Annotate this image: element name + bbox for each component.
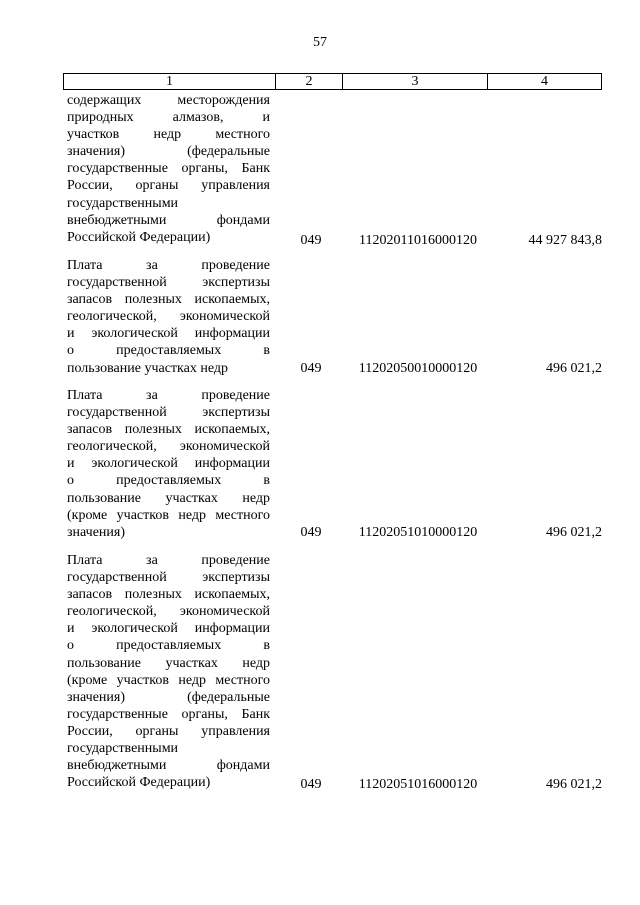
description-line: геологической, экономической [67, 309, 270, 325]
description-line: государственными [67, 741, 179, 757]
column-header-3: 3 [343, 74, 488, 90]
admin-code-cell: 049 [300, 777, 322, 792]
description-line: государственной экспертизы [67, 405, 270, 421]
row-description [67, 92, 270, 246]
description-line: государственные органы, Банк [67, 161, 270, 177]
description-line: значения) (федеральные [67, 144, 270, 160]
description-line: геологической, экономической [67, 604, 270, 620]
description-line: Плата за проведение [67, 388, 270, 403]
description-line: геологической, экономической [67, 439, 270, 455]
description-line: Плата за проведение [67, 553, 270, 568]
description-line: о предоставляемых в [67, 343, 270, 359]
description-line: государственными [67, 195, 179, 211]
description-line: запасов полезных ископаемых, [67, 422, 270, 438]
amount-cell: 44 927 843,8 [528, 233, 602, 248]
description-line: государственной экспертизы [67, 275, 270, 291]
classification-code-cell: 11202051016000120 [358, 777, 478, 792]
description-line: внебюджетными фондами [67, 758, 270, 774]
description-line: Российской Федерации) [67, 775, 211, 791]
amount-cell: 496 021,2 [546, 525, 602, 540]
description-line: о предоставляемых в [67, 638, 270, 654]
column-header-4: 4 [488, 74, 602, 90]
description-line: о предоставляемых в [67, 473, 270, 489]
description-line: России, органы управления [67, 178, 270, 194]
admin-code-cell: 049 [300, 233, 322, 248]
page-number: 57 [313, 35, 327, 50]
description-line: Плата за проведение [67, 258, 270, 273]
description-line: России, органы управления [67, 723, 270, 739]
description-line: пользование участках недр [67, 360, 228, 376]
row-description [67, 257, 270, 377]
amount-cell: 496 021,2 [546, 777, 602, 792]
description-line: пользование участках недр [67, 655, 270, 671]
description-line: значения) (федеральные [67, 689, 270, 705]
row-description [67, 387, 270, 541]
description-line: внебюджетными фондами [67, 212, 270, 228]
row-description [67, 552, 270, 791]
description-line: и экологической информации [67, 326, 270, 342]
description-line: Российской Федерации) [67, 229, 211, 245]
description-line: и экологической информации [67, 456, 270, 472]
classification-code-cell: 11202051010000120 [358, 525, 478, 540]
description-line: государственные органы, Банк [67, 706, 270, 722]
description-line: природных алмазов, и [67, 110, 270, 126]
classification-code-cell: 11202050010000120 [358, 361, 478, 376]
description-line: содержащих месторождения [67, 93, 270, 108]
description-line: участков недр местного [67, 127, 270, 143]
table-header [63, 73, 602, 90]
description-line: государственной экспертизы [67, 570, 270, 586]
column-header-1: 1 [64, 74, 276, 90]
description-line: (кроме участков недр местного [67, 672, 270, 688]
admin-code-cell: 049 [300, 525, 322, 540]
admin-code-cell: 049 [300, 361, 322, 376]
classification-code-cell: 11202011016000120 [359, 233, 477, 248]
description-line: и экологической информации [67, 621, 270, 637]
description-line: запасов полезных ископаемых, [67, 587, 270, 603]
column-header-2: 2 [276, 74, 343, 90]
description-line: запасов полезных ископаемых, [67, 292, 270, 308]
description-line: пользование участках недр [67, 490, 270, 506]
description-line: (кроме участков недр местного [67, 507, 270, 523]
amount-cell: 496 021,2 [546, 361, 602, 376]
description-line: значения) [67, 524, 126, 540]
